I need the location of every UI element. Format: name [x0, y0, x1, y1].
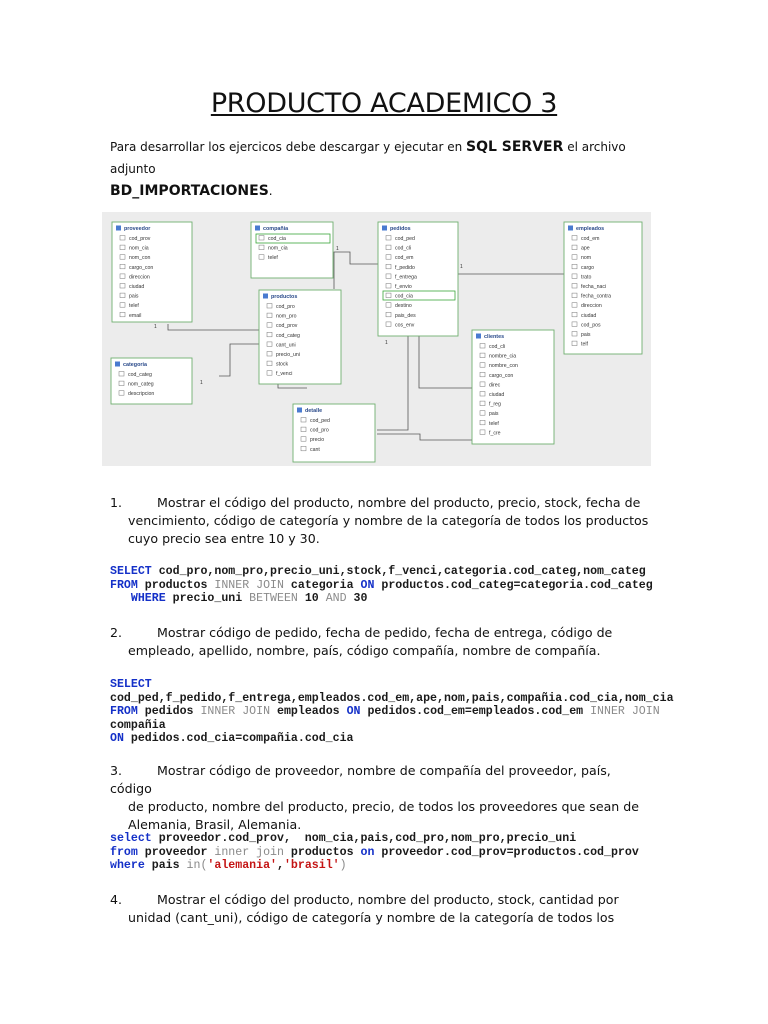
relationship-line	[377, 336, 408, 430]
sql-text: categoria	[283, 578, 361, 592]
intro-text-2: el archivo adjunto	[110, 140, 626, 176]
sql-keyword: ON	[110, 732, 124, 745]
field-name: f_venci	[276, 371, 293, 378]
field-name: cargo	[581, 264, 594, 271]
sql-text: productos.cod_categ=categoria.cod_categ	[374, 578, 653, 592]
field-name: nom_cia	[129, 245, 149, 252]
field-name: telef	[268, 255, 278, 262]
table-icon	[115, 362, 120, 367]
field-name: f_envio	[395, 284, 412, 290]
sql-text: ,	[277, 859, 284, 872]
table-name: clientes	[484, 334, 505, 340]
field-name: nombre_con	[489, 363, 518, 370]
sql-text: proveedor.cod_prov, nom_cia,pais,cod_pro,nom_pro,precio_uni	[151, 832, 577, 845]
question-number: 3.	[110, 763, 123, 778]
field-name: nom_pro	[276, 313, 297, 320]
database-diagram	[102, 212, 651, 466]
field-name: cod_categ	[128, 372, 152, 378]
sql-keyword-gray: )	[339, 859, 347, 872]
question-text: Mostrar el código del producto, nombre del producto, stock, cantidad por	[157, 892, 619, 907]
question-text: cuyo precio sea entre 10 y 30.	[128, 531, 320, 546]
sql-keyword-gray: AND	[325, 592, 347, 605]
relationship-line	[168, 324, 267, 336]
sql-text: productos	[137, 578, 215, 592]
sql-keyword: where	[110, 859, 145, 872]
table-name: productos	[271, 294, 298, 300]
sql-keyword-gray: BETWEEN	[249, 592, 298, 605]
field-name: stock	[276, 361, 289, 368]
sql-keyword-gray: INNER JOIN	[590, 705, 660, 718]
sql-keyword: on	[360, 845, 375, 859]
table-icon	[255, 226, 260, 231]
field-name: cod_prov	[129, 236, 151, 242]
field-name: nombre_cia	[489, 353, 517, 360]
field-name: cod_cia	[395, 293, 413, 300]
field-name: cos_env	[395, 322, 415, 329]
cardinality-label: 1	[336, 246, 339, 252]
relationship-line	[444, 274, 564, 280]
sql-keyword: SELECT	[110, 565, 152, 578]
field-name: fecha_contra	[581, 293, 611, 300]
cardinality-label: 1	[200, 380, 203, 386]
field-name: cod_ped	[310, 418, 330, 424]
sql-keyword-gray: INNER JOIN	[214, 578, 284, 592]
sql-text: compañia	[110, 718, 166, 732]
sql-text: pedidos	[137, 705, 201, 718]
field-name: ciudad	[489, 392, 505, 398]
field-name: direccion	[129, 274, 150, 281]
field-name: cod_pro	[276, 304, 295, 310]
question-text: unidad (cant_uni), código de categoría y nombre de la categoría de todos los	[128, 910, 615, 925]
field-name: pais_des	[395, 312, 416, 319]
field-name: telf	[581, 341, 588, 348]
field-name: telef	[129, 303, 139, 310]
field-name: fecha_naci	[581, 284, 607, 290]
field-name: cod_em	[395, 255, 414, 262]
field-name: ciudad	[581, 312, 597, 319]
table-name: empleados	[576, 226, 605, 232]
sql-text: precio_uni	[165, 592, 250, 605]
intro-period: .	[268, 184, 273, 198]
sql-text: cod_ped,f_pedido,f_entrega,empleados.cod_em,ape,nom,pais,compañia.cod_cia,nom_cia	[110, 691, 674, 705]
sql-keyword: from	[110, 845, 138, 859]
field-name: nom_con	[129, 255, 151, 262]
field-name: cod_cli	[395, 245, 412, 252]
table-box	[378, 222, 458, 336]
field-name: cod_em	[581, 236, 600, 242]
field-name: cod_ped	[395, 236, 415, 242]
field-name: cargo_con	[489, 372, 514, 379]
sql-keyword: WHERE	[130, 592, 166, 605]
field-name: direc	[489, 382, 501, 389]
sql-keyword: FROM	[110, 705, 138, 718]
question-text: vencimiento, código de categoría y nombre de la categoría de todos los productos	[128, 513, 649, 528]
field-name: cant	[310, 446, 320, 453]
table-icon	[116, 226, 121, 231]
field-name: cargo_con	[129, 264, 154, 271]
sql-keyword-gray: in(	[186, 859, 208, 872]
field-name: f_cre	[489, 430, 501, 437]
sql-text: proveedor	[137, 845, 215, 859]
field-name: precio_uni	[276, 352, 300, 358]
sql-text: 10	[297, 592, 326, 605]
sql-text: pedidos.cod_cia=compañia.cod_cia	[123, 732, 354, 745]
field-name: ciudad	[129, 284, 145, 290]
field-name: cod_categ	[276, 332, 300, 339]
question-2	[110, 624, 655, 660]
field-name: cod_pro	[310, 427, 329, 434]
question-3	[110, 762, 655, 834]
question-number: 4.	[110, 892, 123, 907]
field-name: email	[129, 312, 142, 319]
field-name: ape	[581, 245, 590, 252]
table-box	[472, 330, 554, 444]
sql-code-3	[110, 832, 639, 873]
sql-keyword: SELECT	[110, 678, 152, 691]
field-name: pais	[489, 411, 499, 418]
field-name: telef	[489, 420, 499, 427]
sql-text: pais	[144, 859, 187, 872]
table-icon	[476, 334, 481, 339]
field-name: direccion	[581, 303, 602, 310]
question-text: Mostrar código de proveedor, nombre de compañía del proveedor, país, código	[110, 763, 611, 796]
sql-server-text: SQL SERVER	[466, 139, 564, 155]
question-number: 1.	[110, 495, 123, 510]
question-1	[110, 494, 655, 548]
database-name: BD_IMPORTACIONES	[110, 183, 269, 199]
cardinality-label: 1	[460, 264, 463, 270]
field-name: cant_uni	[276, 342, 296, 349]
field-name: cod_pos	[581, 322, 601, 329]
question-text: Mostrar el código del producto, nombre del producto, precio, stock, fecha de	[157, 495, 641, 510]
table-name: compañia	[263, 226, 289, 232]
question-4	[110, 891, 655, 927]
field-name: trato	[581, 274, 592, 281]
diagram-svg	[102, 212, 651, 466]
field-name: destino	[395, 303, 412, 310]
field-name: cod_prov	[276, 323, 298, 330]
field-name: f_reg	[489, 401, 501, 408]
field-name: f_entrega	[395, 274, 417, 281]
document-title: PRODUCTO ACADEMICO 3	[210, 88, 558, 119]
table-name: pedidos	[390, 226, 411, 232]
sql-text: cod_pro,nom_pro,precio_uni,stock,f_venci,categoria.cod_categ,nom_categ	[151, 565, 646, 578]
field-name: precio	[310, 437, 325, 444]
table-icon	[297, 408, 302, 413]
field-name: pais	[129, 293, 139, 300]
sql-text: productos	[283, 845, 361, 859]
cardinality-label: 1	[385, 340, 388, 346]
relationship-line	[334, 252, 378, 289]
question-text: empleado, apellido, nombre, país, código compañía, nombre de compañía.	[128, 643, 601, 658]
sql-keyword: select	[110, 832, 152, 845]
relationship-line	[219, 344, 259, 376]
question-text: Alemania, Brasil, Alemania.	[128, 817, 302, 832]
table-icon	[568, 226, 573, 231]
field-name: nom_categ	[128, 381, 154, 388]
question-text: de producto, nombre del producto, precio, de todos los proveedores que sean de	[128, 799, 640, 814]
intro-text: Para desarrollar los ejercicos debe descargar y ejecutar en	[110, 140, 466, 154]
table-icon	[382, 226, 387, 231]
table-icon	[263, 294, 268, 299]
question-text: Mostrar código de pedido, fecha de pedido, fecha de entrega, código de	[157, 625, 613, 640]
question-number: 2.	[110, 625, 123, 640]
sql-string: 'brasil'	[283, 859, 340, 872]
field-name: nom	[581, 255, 592, 262]
sql-text: proveedor.cod_prov=productos.cod_prov	[374, 845, 639, 859]
field-name: nom_cia	[268, 245, 288, 252]
sql-text: 30	[346, 592, 368, 605]
sql-keyword: FROM	[110, 578, 138, 592]
relationship-line	[377, 434, 472, 440]
table-name: detalle	[305, 408, 323, 414]
sql-code-2	[110, 678, 674, 746]
table-name: proveedor	[124, 226, 151, 232]
sql-keyword: ON	[360, 578, 375, 592]
relationship-line	[419, 336, 472, 388]
sql-code-1	[110, 565, 653, 606]
sql-text: empleados	[270, 705, 347, 718]
cardinality-label: 1	[154, 324, 157, 330]
field-name: pais	[581, 332, 591, 338]
sql-string: 'alemania'	[207, 859, 277, 872]
field-name: cod_cia	[268, 236, 286, 242]
table-name: categoria	[123, 362, 147, 368]
field-name: cod_cli	[489, 344, 506, 350]
sql-keyword-gray: INNER JOIN	[200, 705, 271, 718]
sql-text: pedidos.cod_em=empleados.cod_em	[360, 705, 591, 718]
sql-keyword-gray: inner join	[214, 845, 284, 859]
field-name: descripcion	[128, 391, 155, 398]
sql-keyword: ON	[346, 705, 361, 718]
intro-paragraph	[110, 136, 670, 202]
field-name: f_pedido	[395, 264, 415, 271]
